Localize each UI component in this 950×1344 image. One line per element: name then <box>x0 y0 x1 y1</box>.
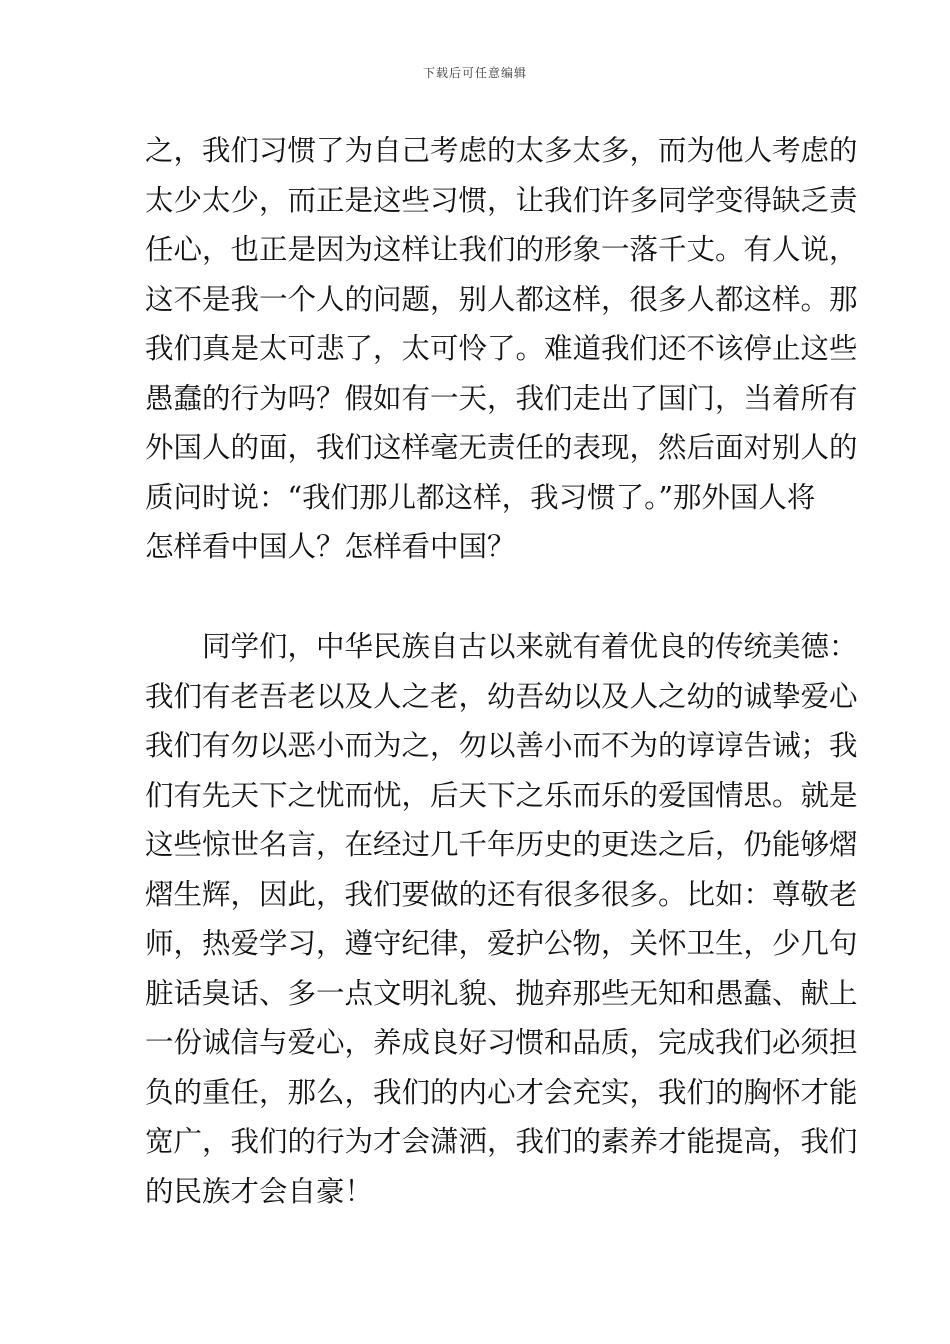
text-line: 这些惊世名言，在经过几千年历史的更迭之后，仍能够熠 <box>145 828 858 861</box>
text-line: 脏话臭话、多一点文明礼貌、抛弃那些无知和愚蠢、献上 <box>145 976 858 1010</box>
page-header: 下载后可任意编辑 <box>422 66 527 80</box>
paragraph-2 <box>145 622 858 1216</box>
text-line: 质问时说：“我们那儿都这样，我习惯了。”那外国人将 <box>145 480 816 514</box>
text-line: 同学们，中华民族自古以来就有着优良的传统美德： <box>202 630 858 663</box>
text-line: 一份诚信与爱心，养成良好习惯和品质，完成我们必须担 <box>145 1026 858 1059</box>
text-line: 我们有老吾老以及人之老，幼吾幼以及人之幼的诚挚爱心 <box>145 679 858 713</box>
text-line: 任心，也正是因为这样让我们的形象一落千丈。有人说， <box>145 233 858 266</box>
text-line: 我们真是太可悲了，太可怜了。难道我们还不该停止这些 <box>145 332 858 365</box>
text-line: 太少太少，而正是这些习惯，让我们许多同学变得缺乏责 <box>145 183 858 217</box>
text-line: 愚蠢的行为吗？假如有一天，我们走出了国门，当着所有 <box>145 381 858 415</box>
text-line: 师，热爱学习，遵守纪律，爱护公物，关怀卫生，少几句 <box>145 927 858 960</box>
text-line: 负的重任，那么，我们的内心才会充实，我们的胸怀才能 <box>145 1075 858 1109</box>
text-line: 熠生辉，因此，我们要做的还有很多很多。比如：尊敬老 <box>145 877 858 911</box>
text-line: 外国人的面，我们这样毫无责任的表现，然后面对别人的 <box>145 431 858 464</box>
text-line: 们有先天下之忧而忧，后天下之乐而乐的爱国情思。就是 <box>145 778 858 812</box>
text-line: 怎样看中国人？怎样看中国？ <box>145 530 516 563</box>
text-line: 我们有勿以恶小而为之，勿以善小而不为的谆谆告诫；我 <box>145 729 858 762</box>
paragraph-1 <box>145 126 858 572</box>
text-line: 的民族才会自豪！ <box>145 1174 374 1208</box>
text-line: 这不是我一个人的问题，别人都这样，很多人都这样。那 <box>145 282 858 316</box>
text-line: 宽广，我们的行为才会潇洒，我们的素养才能提高，我们 <box>145 1125 858 1158</box>
text-line: 之，我们习惯了为自己考虑的太多太多，而为他人考虑的 <box>145 134 858 167</box>
